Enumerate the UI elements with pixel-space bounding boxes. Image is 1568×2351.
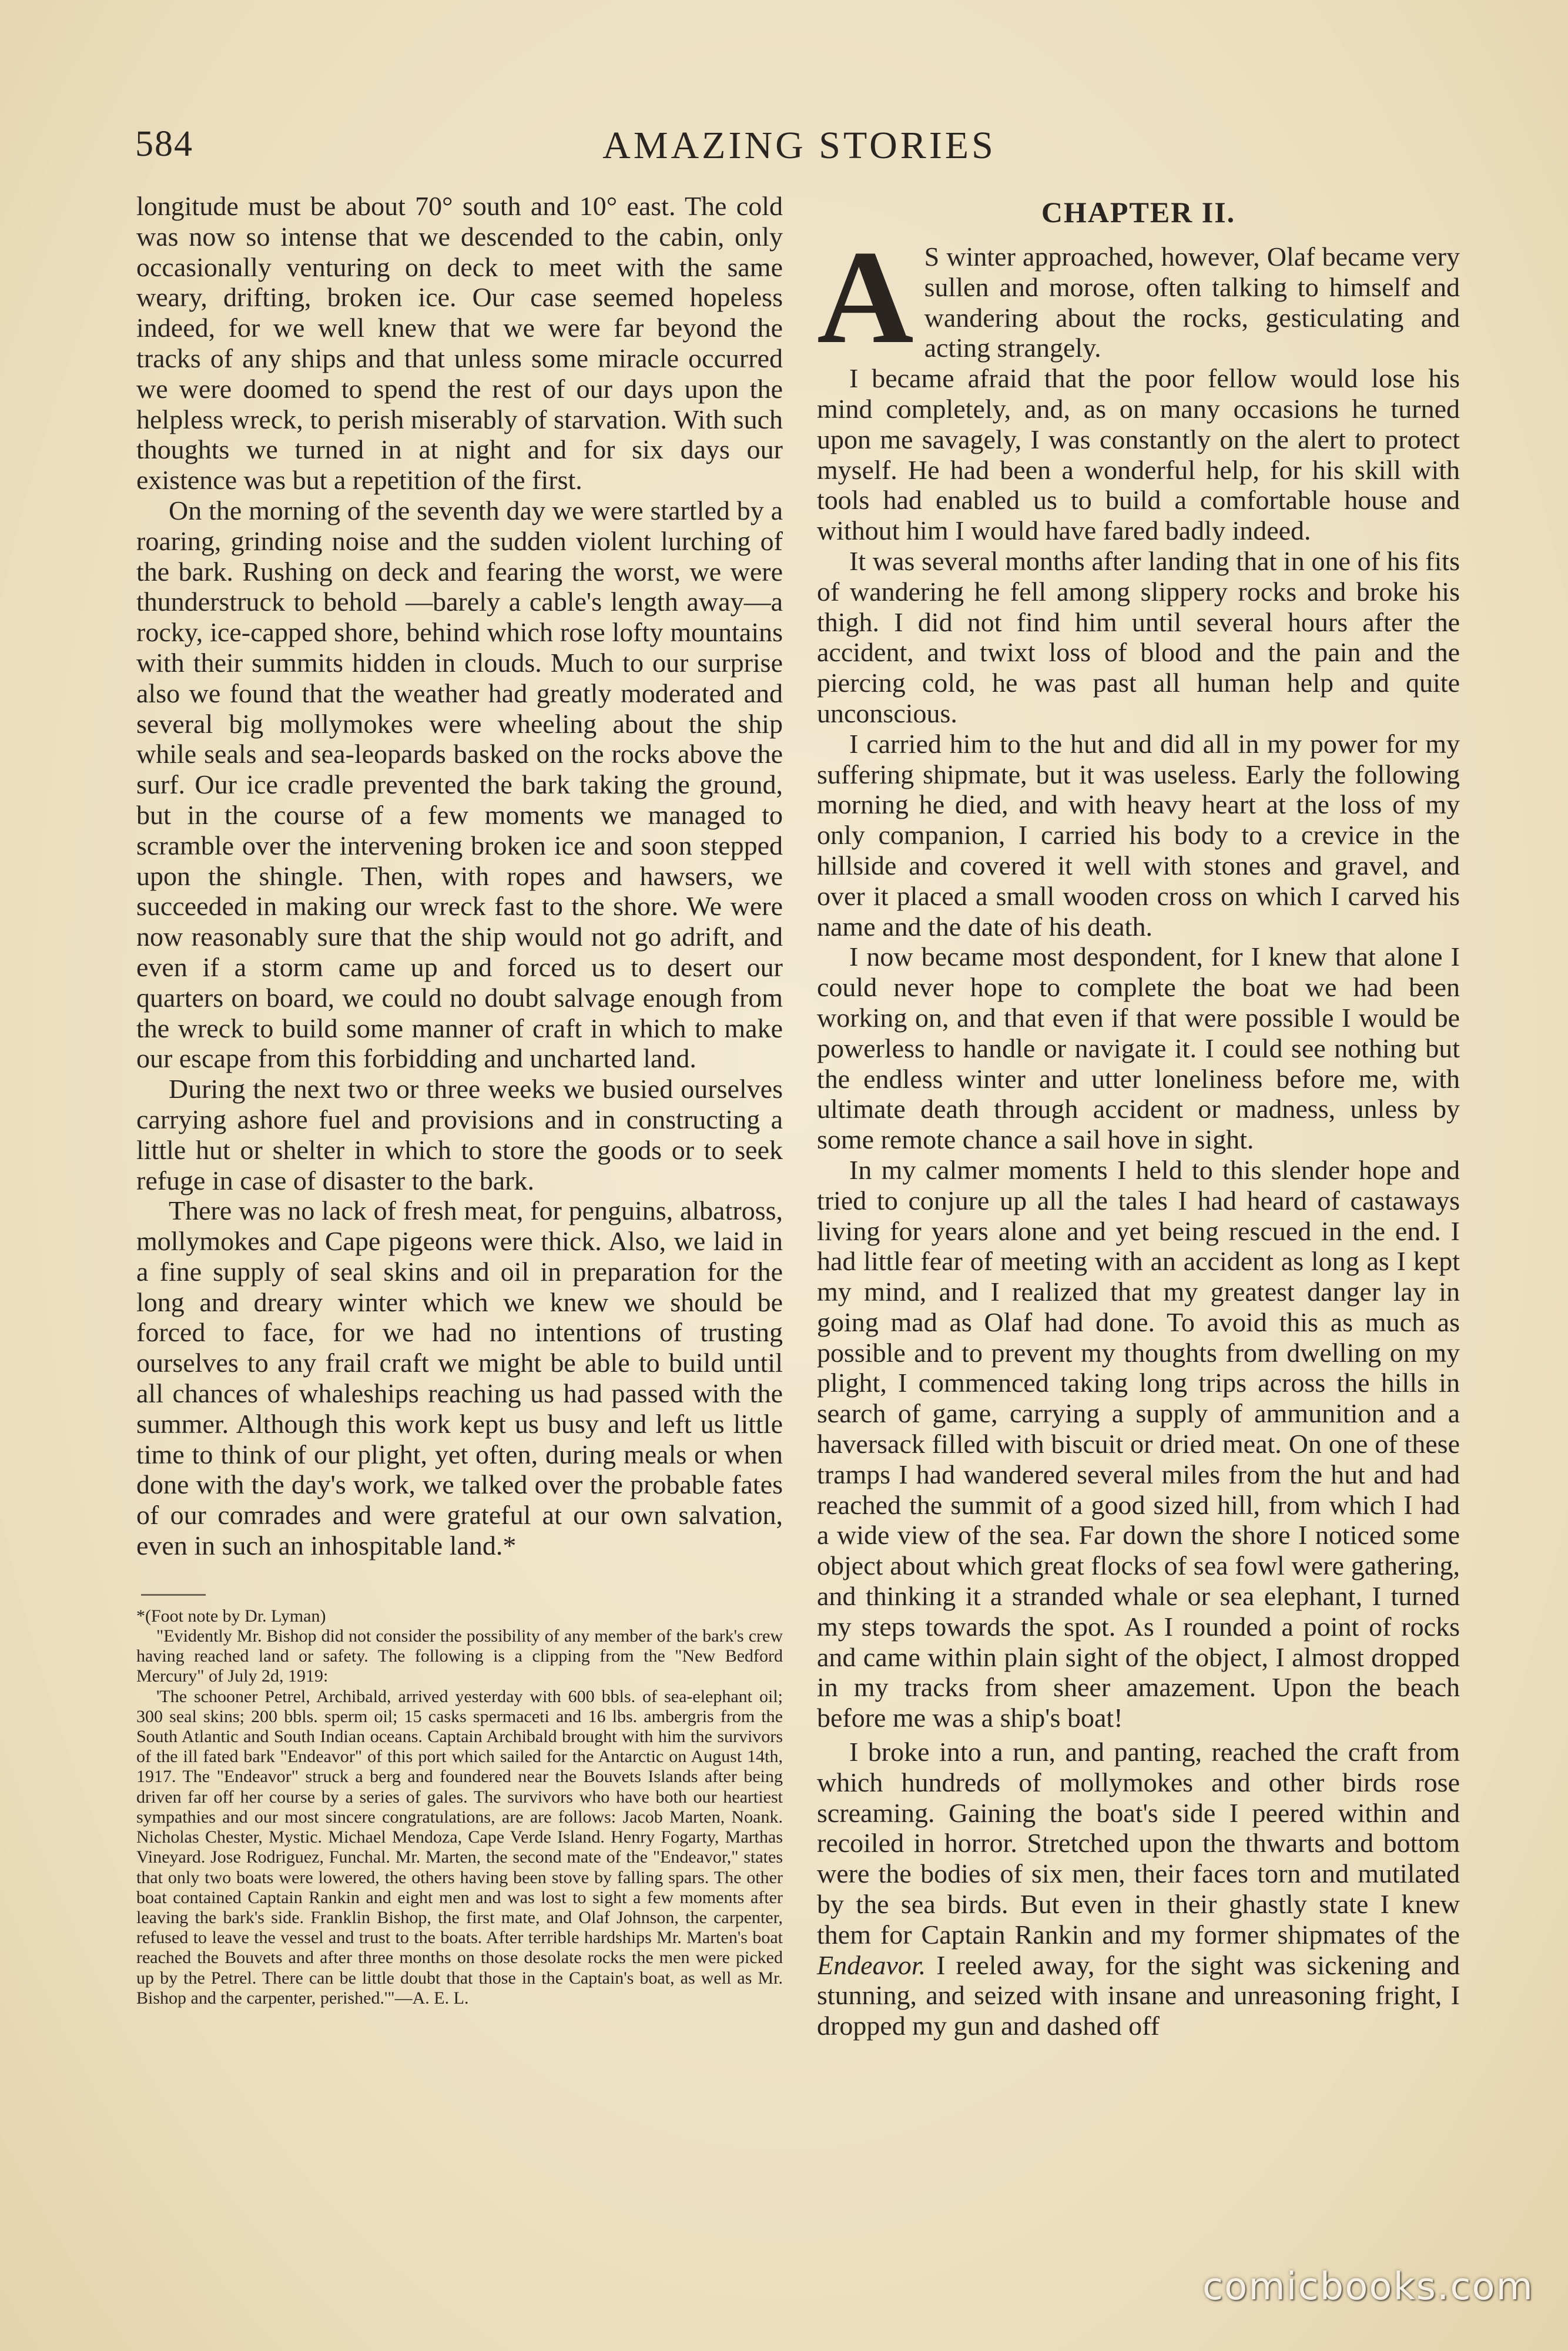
footnote-paragraph: 'The schooner Petrel, Archibald, arrived yesterday with 600 bbls. of sea-elephant oil; 300 seal skins; 200 bbls. sperm oil; 15 casks spermaceti and 16 lbs. ambergris from the South Atlantic and South Indian oceans. Captain Archibald brought with him the survivors of the ill fated bark "Endeavor" of this port which sailed for the Antarctic on August 14th, 1917. The "Endeavor" struck a berg and foundered near the Bouvets Islands after being driven far off her course by a series of gales. The survivors who have both our heartiest sympathies and our most sincere congratulations, are are follows: Jacob Marten, Noank. Nicholas Chester, Mystic. Michael Mendoza, Cape Verde Island. Henry Fogarty, Marthas Vineyard. Jose Rodriguez, Funchal. Mr. Marten, the second mate of the "Endeavor," states that only two boats were lowered, the others having been stove by falling spars. The other boat contained Captain Rankin and eight men and was lost to sight a few moments after leaving the bark's side. Franklin Bishop, the first mate, and Olaf Johnson, the carpenter, refused to leave the vessel and trust to the boats. After terrible hardships Mr. Marten's boat reached the Bouvets and after three months on those desolate rocks the men were picked up by the Petrel. There can be little doubt that those in the Captain's boat, as well as Mr. Bishop and the carpenter, perished.'"—A. E. L. [136,1686,783,2008]
page-header [135,123,1463,176]
body-paragraph: On the morning of the seventh day we were startled by a roaring, grinding noise and the sudden violent lurching of the bark. Rushing on deck and fearing the worst, we were thunderstruck to behold —barely a cable's length away—a rocky, ice-capped shore, behind which rose lofty mountains with their summits hidden in clouds. Much to our surprise also we found that the weather had greatly moderated and several big mollymokes were wheeling about the ship while seals and sea-leopards basked on the rocks above the surf. Our ice cradle prevented the bark taking the ground, but in the course of a few moments we managed to scramble over the intervening broken ice and soon stepped upon the shingle. Then, with ropes and hawsers, we succeeded in making our wreck fast to the shore. We were now reasonably sure that the ship would not go adrift, and even if a storm came up and forced us to desert our quarters on board, we could no doubt salvage enough from the wreck to build some manner of craft in which to make our escape from this forbidding and uncharted land. [136,495,783,1074]
watermark-text: comicbooks.com [1202,2265,1534,2309]
body-paragraph: In my calmer moments I held to this slender hope and tried to conjure up all the tales I had heard of castaways living for years alone and yet being rescued in the end. I had little fear of meeting with an accident as long as I kept my mind, and I realized that my greatest danger lay in going mad as Olaf had done. To avoid this as much as possible and to prevent my thoughts from dwelling on my plight, I commenced taking long trips across the hills in search of game, carrying a supply of ammunition and a haversack filled with biscuit or dried meat. On one of these tramps I had wandered several miles from the hut and had reached the summit of a good sized hill, from which I had a wide view of the sea. Far down the shore I noticed some object about which great flocks of sea fowl were gathering, and thinking it a stranded whale or sea elephant, I turned my steps towards the spot. As I rounded a point of rocks and came within plain sight of the object, I almost dropped in my tracks from sheer amazement. Upon the beach before me was a ship's boat! [817,1154,1460,1733]
page-number: 584 [135,124,193,164]
footnote-heading: *(Foot note by Dr. Lyman) [136,1606,326,1626]
text-segment: I broke into a run, and panting, reached the craft from which hundreds of mollymokes and other birds rose screaming. Gaining the boat's side I peered within and recoiled in horror. Stretched upon the thwarts and bottom were the bodies of six men, their faces torn and mutilated by the sea birds. But even in their ghastly state I knew them for Captain Rankin and my former shipmates of the [817,1737,1460,1950]
body-paragraph: It was several months after landing that in one of his fits of wandering he fell among slippery rocks and broke his thigh. I did not find him until several hours after the accident, and twixt loss of blood and the pain and the piercing cold, he was past all human help and quite unconscious. [817,545,1460,728]
body-paragraph [817,1737,1460,2041]
footnote [136,1606,783,2008]
body-paragraph: longitude must be about 70° south and 10° east. The cold was now so intense that we descended to the cabin, only occasionally venturing on deck to meet with the same weary, drifting, broken ice. Our case seemed hopeless indeed, for we well knew that we were far beyond the tracks of any ships and that unless some miracle occurred we were doomed to spend the rest of our days upon the helpless wreck, to perish miserably of starvation. With such thoughts we turned in at night and for six days our existence was but a repetition of the first. [136,191,783,495]
ship-name-italic: Endeavor. [817,1950,926,1980]
body-paragraph: I carried him to the hut and did all in my power for my suffering shipmate, but it was useless. Early the following morning he died, and with heavy heart at the loss of my only companion, I carried his body to a crevice in the hillside and covered it well with stones and gravel, and over it placed a small wooden cross on which I carved his name and the date of his death. [817,728,1460,942]
chapter-opening-paragraph [817,223,1460,371]
magazine-title: AMAZING STORIES [602,124,996,167]
body-paragraph: During the next two or three weeks we busied ourselves carrying ashore fuel and provisions and in constructing a little hut or shelter in which to store the goods or to seek refuge in case of disaster to the bark. [136,1074,783,1195]
body-paragraph: I became afraid that the poor fellow would lose his mind completely, and, as on many occasions he turned upon me savagely, I was constantly on the alert to protect myself. He had been a wonderful help, for his skill with tools had enabled us to build a comfortable house and without him I would have fared badly indeed. [817,363,1460,546]
footnote-divider [141,1594,206,1596]
drop-cap: A [817,223,914,371]
right-column [817,191,1460,2041]
text-segment: I reeled away, for the sight was sickening and stunning, and seized with insane and unreasoning fright, I dropped my gun and dashed off [817,1950,1460,2041]
left-column [136,191,783,2008]
opening-text: S winter approached, however, Olaf became very sullen and morose, often talking to himself and wandering about the rocks, gesticulating and acting strangely. [924,242,1460,363]
chapter-title: CHAPTER II. [1041,196,1236,229]
body-paragraph: There was no lack of fresh meat, for penguins, albatross, mollymokes and Cape pigeons were thick. Also, we laid in a fine supply of seal skins and oil in preparation for the long and dreary winter which we knew we should be forced to face, for we had no intentions of trusting ourselves to any frail craft we might be able to build until all chances of whaleships reaching us had passed with the summer. Although this work kept us busy and left us little time to think of our plight, yet often, during meals or when done with the day's work, we talked over the probable fates of our comrades and were grateful at our own salvation, even in such an inhospitable land.* [136,1195,783,1561]
body-paragraph: I now became most despondent, for I knew that alone I could never hope to complete the boat we had been working on, and that even if that were possible I would be powerless to handle or navigate it. I could see nothing but the endless winter and utter loneliness before me, with ultimate death through accident or madness, unless by some remote chance a sail hove in sight. [817,942,1460,1155]
footnote-paragraph: "Evidently Mr. Bishop did not consider the possibility of any member of the bark's crew having reached land or safety. The following is a clipping from the "New Bedford Mercury" of July 2d, 1919: [136,1626,783,1686]
